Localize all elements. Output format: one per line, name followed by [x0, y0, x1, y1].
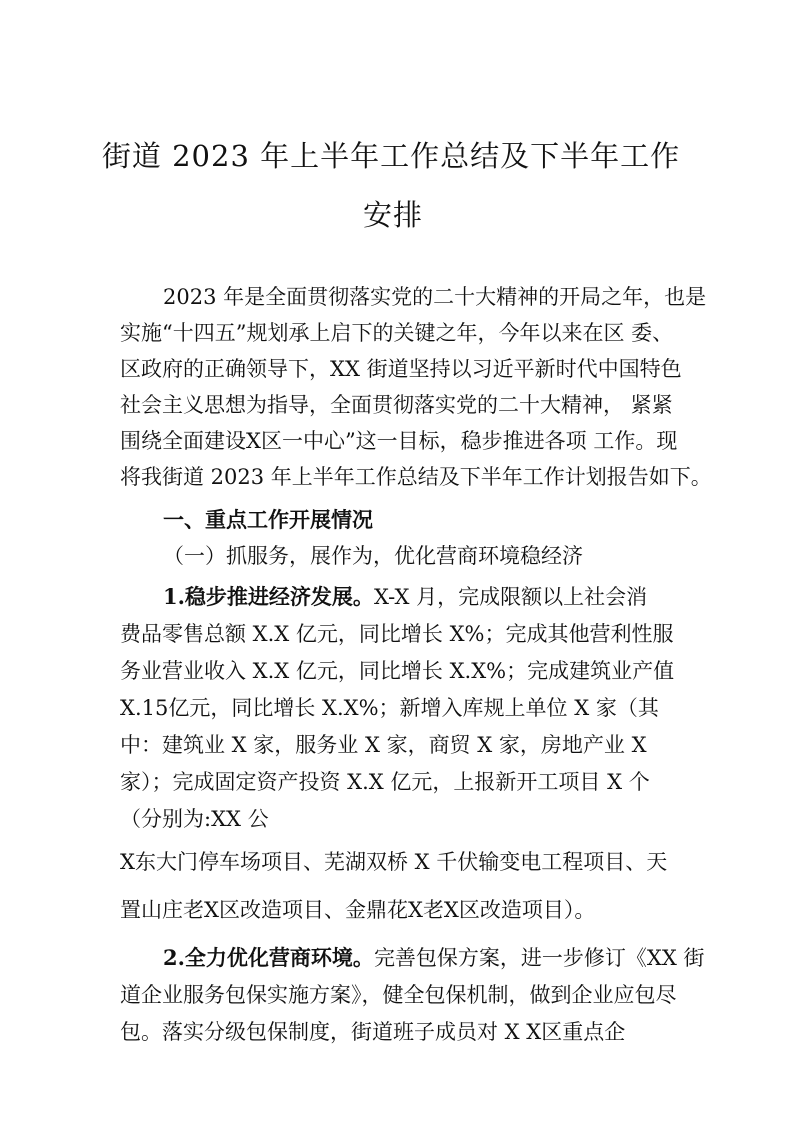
- item-1-line: 置山庄老X区改造项目、金鼎花X老X区改造项目）。: [120, 898, 596, 922]
- intro-paragraph-line: 实施“十四五”规划承上启下的关键之年，今年以来在区 委、: [120, 321, 674, 345]
- item-1-line: 务业营业收入 X.X 亿元，同比增长 X.X%；完成建筑业产值: [120, 659, 675, 683]
- item-1-line: 中：建筑业 X 家，服务业 X 家，商贸 X 家，房地产业 X: [120, 733, 647, 757]
- item-1-line: X.15亿元，同比增长 X.X%；新增入库规上单位 X 家（其: [120, 696, 659, 720]
- intro-paragraph-line: 围绕全面建设X区一中心”这一目标，稳步推进各项 工作。现: [120, 429, 678, 453]
- item-1-line: 家）；完成固定资产投资 X.X 亿元，上报新开工项目 X 个: [120, 770, 650, 794]
- item-1-heading: 1.稳步推进经济发展。: [163, 584, 374, 609]
- item-2-line: 道企业服务包保实施方案》，健全包保机制，做到企业应包尽: [120, 983, 677, 1007]
- item-2-line: 包。落实分级包保制度，街道班子成员对 X X区重点企: [120, 1020, 626, 1044]
- item-1-line: X东大门停车场项目、芜湖双桥 X 千伏输变电工程项目、天: [120, 850, 668, 874]
- item-2-first-line: [163, 944, 705, 972]
- document-title-line-1: 街道 2023 年上半年工作总结及下半年工作: [101, 139, 681, 173]
- item-2-first-line-text: 完善包保方案，进一步修订《XX 街: [373, 946, 705, 970]
- item-1-first-line-text: X-X 月，完成限额以上社会消: [373, 585, 648, 609]
- item-1-first-line: [163, 583, 647, 611]
- item-1-line: （分别为:XX 公: [120, 807, 269, 831]
- intro-paragraph-line: 社会主义思想为指导，全面贯彻落实党的二十大精神， 紧紧: [120, 393, 673, 417]
- subsection-heading: （一）抓服务，展作为，优化营商环境稳经济: [163, 544, 583, 568]
- intro-paragraph-line: 将我街道 2023 年上半年工作总结及下半年工作计划报告如下。: [120, 465, 712, 489]
- intro-paragraph-line: 2023 年是全面贯彻落实党的二十大精神的开局之年，也是: [163, 285, 707, 309]
- item-2-heading: 2.全力优化营商环境。: [163, 945, 374, 970]
- section-heading: 一、重点工作开展情况: [163, 507, 373, 532]
- intro-paragraph-line: 区政府的正确领导下，XX 街道坚持以习近平新时代中国特色: [120, 357, 682, 381]
- document-title-line-2: 安排: [362, 198, 423, 232]
- item-1-line: 费品零售总额 X.X 亿元，同比增长 X%；完成其他营利性服: [120, 622, 674, 646]
